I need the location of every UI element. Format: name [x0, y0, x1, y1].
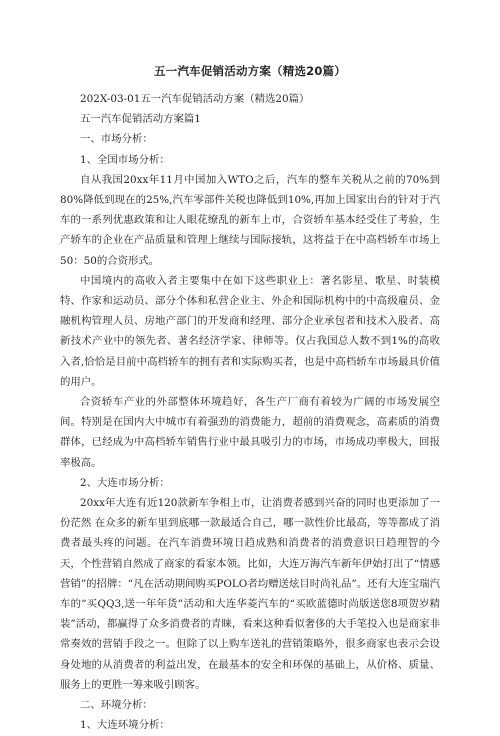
- document-body: [60, 89, 440, 736]
- paragraph-national-2: 中国境内的高收入者主要集中在如下这些职业上：著名影星、歌星、时装模特、作家和运动员、部分个体和私营企业主、外企和国际机构中的中高级雇员、金融机构管理人员、房地产部门的开发商和经理、部分企业承包者和技术入股者、高新技术产业中的领先者、著名经济学家、律师等。仅占我国总人数不到1%的高收入者,恰恰是目前中高档轿车的拥有者和实际购买者，也是中高档轿车市场最具价值的用户。: [60, 274, 440, 388]
- meta-line: 202X-03-01五一汽车促销活动方案（精选20篇）: [80, 93, 310, 105]
- paragraph-national-1: 自从我国20xx年11月中国加入WTO之后，汽车的整车关税从之前的70%到80%降低到现在的25%,汽车零部件关税也降低到10%,再加上国家出台的针对于汽车的一系列优惠政策和让人眼花缭乱的新车上市，合资轿车基本经受住了考验，生产轿车的企业在产品质量和管理上继续与国际接轨，这将益于在中高档轿车市场上50：50的合资形式。: [60, 173, 440, 267]
- section-heading-market: 一、市场分析：: [80, 133, 153, 146]
- paragraph-dalian: 20xx年大连有近120款新车争相上市，让消费者感到兴奋的同时也更添加了一份茫然 在众多的新车里到底哪一款最适合自己，哪一款性价比最高，等等都成了消费者最头疼的问题。在汽车消费环境日趋成熟和消费者的消费意识日趋理智的今天，个性营销自然成了商家的看家本领。比如，大连万海汽车新年伊始打出了“情感营销”的招牌：“凡在活动期间购买POLO者均赠送炫目时尚礼品”。还有大连宝瑞汽车的“买QQ3,送一年年货”活动和大连华菱汽车的“买欧蓝德时尚版送您8项贺岁精装”活动，都赢得了众多消费者的青睐，看来这种看似奢侈的大手笔投入也是商家非常奏效的营销手段之一。但除了以上购车送礼的营销策略外，很多商家也表示会设身处地的从消费者的利益出发，在最基本的安全和环保的基础上，从价格、质量、服务上的更胜一筹来吸引顾客。: [60, 497, 440, 691]
- paragraph-national-3: 合资轿车产业的外部整体环境趋好，各生产厂商有着较为广阔的市场发展空间。特别是在国内大中城市有着强劲的消费能力，超前的消费观念，高素质的消费群体，已经成为中高档轿车销售行业中最具吸引力的市场，市场成功率极大，回报率极高。: [60, 396, 440, 469]
- document-title: 五一汽车促销活动方案（精选20篇）: [154, 64, 346, 78]
- subsection-heading-dalian-environment: 1、大连环境分析：: [80, 719, 170, 732]
- section-heading-environment: 二、环境分析：: [80, 699, 153, 712]
- doc-heading: 五一汽车促销活动方案篇1: [80, 113, 201, 126]
- subsection-heading-national: 1、全国市场分析：: [80, 153, 170, 166]
- subsection-heading-dalian: 2、大连市场分析：: [80, 476, 170, 489]
